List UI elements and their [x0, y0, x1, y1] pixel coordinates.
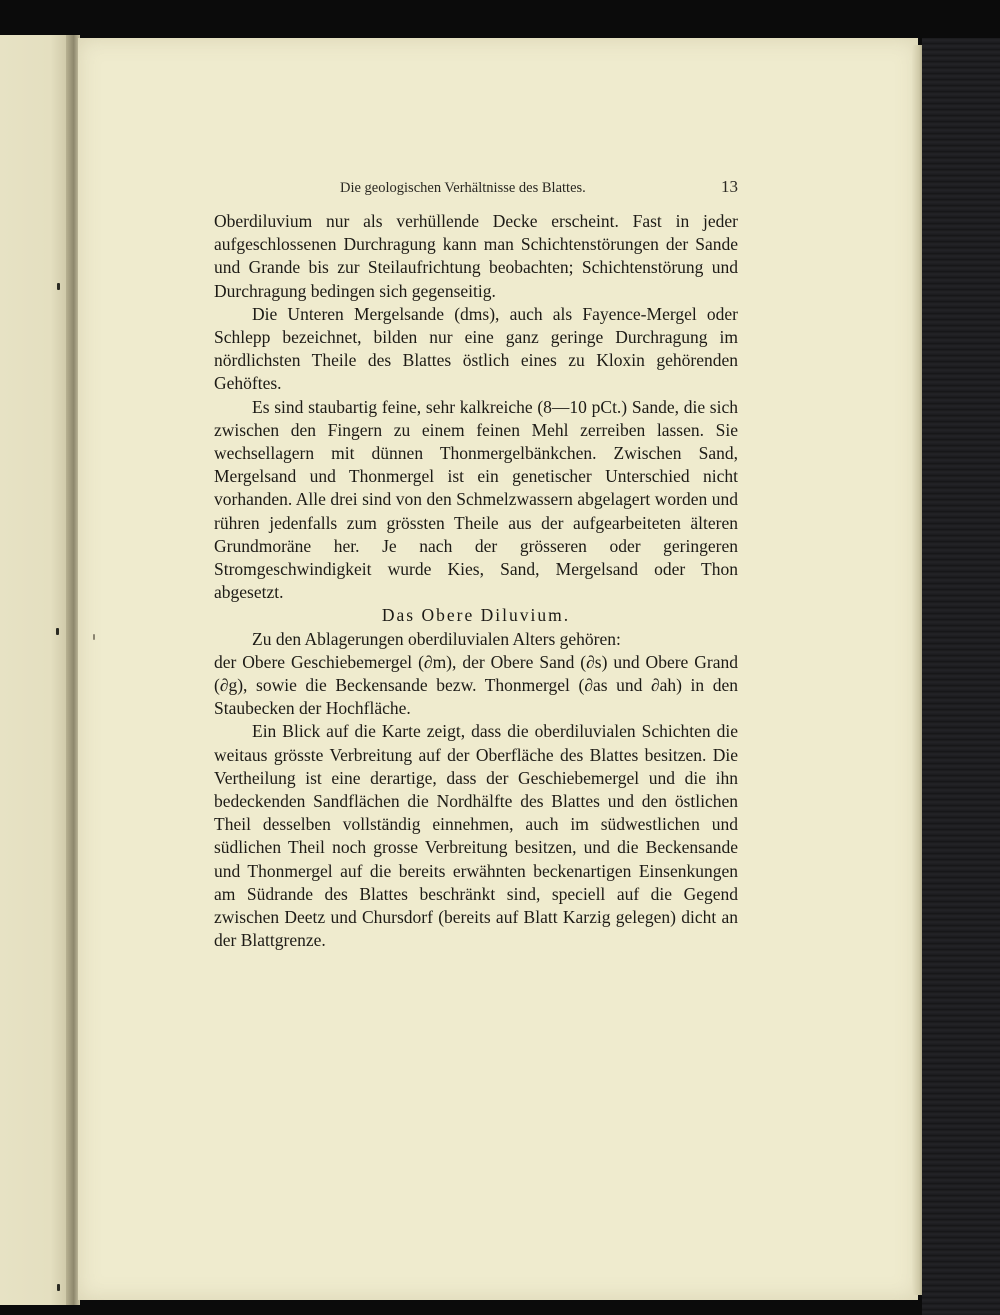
margin-mark — [57, 283, 60, 290]
paragraph-2: Die Unteren Mergelsande (dms), auch als Fayence-Mergel oder Schlepp bezeichnet, bilden nur eine ganz geringe Durchragung im nördlichsten Theile des Blattes östlich eines zu Kloxin gehörenden Gehöftes. — [214, 303, 738, 394]
margin-mark — [56, 628, 59, 635]
running-head-title: Die geologischen Verhältnisse des Blattes. — [340, 180, 586, 196]
margin-mark — [93, 634, 95, 640]
page-number: 13 — [721, 177, 738, 196]
margin-mark — [57, 1284, 60, 1291]
paragraph-5: Ein Blick auf die Karte zeigt, dass die oberdiluvialen Schichten die weitaus grösste Verbreitung auf der Oberfläche des Blattes besitzen. Die Vertheilung ist eine derartige, dass der Geschiebemergel und die ihn bedeckenden Sandflächen die Nordhälfte des Blattes und den östlichen Theil desselben vollständig einnehmen, auch im südwestlichen und südlichen Theil noch grosse Verbreitung besitzen, und die Beckensande und Thonmergel auf die bereits erwähnten beckenartigen Einsenkungen am Südrande des Blattes beschränkt sind, speciell auf die Gegend zwischen Deetz und Chursdorf (bereits auf Blatt Karzig gelegen) dicht an der Blattgrenze. — [214, 721, 738, 951]
left-page-edge — [0, 35, 72, 1305]
paragraph-1: Oberdiluvium nur als verhüllende Decke erscheint. Fast in jeder aufgeschlossenen Durchragung kann man Schichtenstörungen der Sande und Grande bis zur Steilaufrichtung beobachten; Schichtenstörung und Durchragung bedingen sich gegenseitig. — [214, 211, 738, 301]
paragraph-3: Es sind staubartig feine, sehr kalkreiche (8—10 pCt.) Sande, die sich zwischen den Fingern zu einem feinen Mehl zerreiben lassen. Sie wechsellagern mit dünnen Thonmergelbänkchen. Zwischen Sand, Mergelsand und Thonmergel ist ein genetischer Unterschied nicht vorhanden. Alle drei sind von den Schmelzwassern abgelagert worden und rühren jedenfalls zum grössten Theile aus der aufgearbeiteten älteren Grundmoräne her. Je nach der grösseren oder geringeren Stromgeschwindigkeit wurde Kies, Sand, Mergelsand oder Thon abgesetzt. — [214, 396, 738, 603]
running-header — [340, 175, 740, 197]
book-cover — [922, 38, 1000, 1315]
paragraph-4-list: der Obere Geschiebemergel (∂m), der Obere Sand (∂s) und Obere Grand (∂g), sowie die Beckensande bezw. Thonmergel (∂as und ∂ah) in den Staubecken der Hochfläche. — [214, 651, 738, 719]
page-body — [214, 210, 738, 953]
paragraph-4-intro: Zu den Ablagerungen oberdiluvialen Alters gehören: — [252, 628, 621, 649]
section-heading: Das Obere Diluvium. — [381, 605, 571, 626]
